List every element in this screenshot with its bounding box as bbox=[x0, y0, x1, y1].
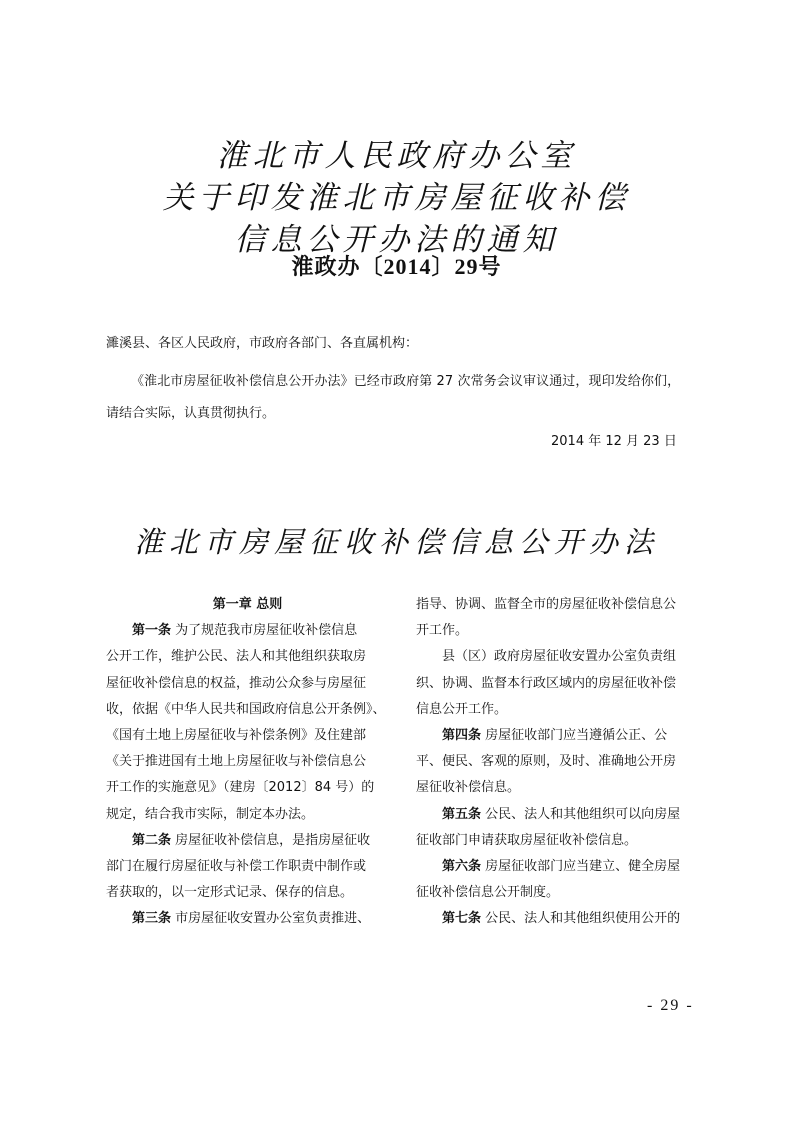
article-2-text: 房屋征收补偿信息，是指房屋征收 bbox=[175, 832, 371, 848]
article-3-label: 第三条 bbox=[132, 911, 172, 927]
page-number: - 29 - bbox=[647, 997, 694, 1014]
article-5-label: 第五条 bbox=[442, 806, 482, 822]
article-6-line: 征收补偿信息公开制度。 bbox=[416, 885, 560, 901]
notice-title-line-1: 淮北市人民政府办公室 bbox=[216, 138, 577, 174]
article-4-line: 平、便民、客观的原则，及时、准确地公开房 bbox=[416, 754, 677, 770]
article-1-label: 第一条 bbox=[132, 623, 172, 639]
article-6-text: 房屋征收部门应当建立、健全房屋 bbox=[485, 859, 681, 875]
addressee: 濉溪县、各区人民政府，市政府各部门、各直属机构： bbox=[106, 336, 419, 351]
article-1-line: 屋征收补偿信息的权益，推动公众参与房屋征 bbox=[106, 675, 367, 691]
article-3-line: 指导、协调、监督全市的房屋征收补偿信息公 bbox=[416, 597, 677, 612]
article-4-line: 屋征收补偿信息。 bbox=[416, 780, 521, 796]
article-5-line: 征收部门申请获取房屋征收补偿信息。 bbox=[416, 832, 638, 848]
article-4-text: 房屋征收部门应当遵循公正、公 bbox=[485, 728, 668, 744]
article-5-line bbox=[416, 802, 699, 828]
measures-title: 淮北市房屋征收补偿信息公开办法 bbox=[133, 525, 659, 559]
article-7-line bbox=[416, 906, 699, 932]
article-1-text: 为了规范我市房屋征收补偿信息 bbox=[175, 623, 358, 639]
article-1-line: 收，依据《中华人民共和国政府信息公开条例》、 bbox=[106, 701, 386, 717]
document-number: 淮政办〔2014〕29号 bbox=[291, 254, 502, 279]
notice-title-line-3: 信息公开办法的通知 bbox=[234, 222, 559, 258]
article-2-line bbox=[106, 828, 389, 854]
article-7-label: 第七条 bbox=[442, 911, 482, 927]
article-6-label: 第六条 bbox=[442, 859, 482, 875]
article-7-text: 公民、法人和其他组织使用公开的 bbox=[485, 911, 681, 927]
right-column bbox=[416, 592, 699, 933]
article-3-line bbox=[106, 906, 389, 932]
article-2-line: 者获取的，以一定形式记录、保存的信息。 bbox=[106, 885, 354, 901]
chapter-heading: 第一章 总则 bbox=[212, 597, 283, 612]
left-column bbox=[106, 592, 389, 933]
notice-title-line-2: 关于印发淮北市房屋征收补偿 bbox=[162, 180, 631, 216]
article-2-label: 第二条 bbox=[132, 832, 172, 848]
notice-paragraph-line-1: 《淮北市房屋征收补偿信息公开办法》已经市政府第 27 次常务会议审议通过，现印发给你们， bbox=[131, 374, 681, 389]
article-2-line: 部门在履行房屋征收与补偿工作职责中制作或 bbox=[106, 859, 367, 875]
article-3b-line: 织、协调、监督本行政区域内的房屋征收补偿 bbox=[416, 675, 677, 691]
article-3-line: 开工作。 bbox=[416, 623, 469, 639]
article-1-line: 《国有土地上房屋征收与补偿条例》及住建部 bbox=[106, 728, 367, 744]
article-1-line: 开工作的实施意见》（建房〔2012〕84 号）的 bbox=[106, 780, 375, 796]
article-6-line bbox=[416, 854, 699, 880]
notice-paragraph-line-2: 请结合实际，认真贯彻执行。 bbox=[106, 406, 276, 421]
article-1-line: 《关于推进国有土地上房屋征收与补偿信息公 bbox=[106, 754, 367, 770]
issue-date: 2014 年 12 月 23 日 bbox=[551, 434, 677, 449]
article-4-label: 第四条 bbox=[442, 728, 482, 744]
article-4-line bbox=[416, 723, 699, 749]
article-3b-line: 信息公开工作。 bbox=[416, 701, 508, 717]
article-1-line: 规定，结合我市实际，制定本办法。 bbox=[106, 806, 315, 822]
article-1-line: 公开工作，维护公民、法人和其他组织获取房 bbox=[106, 649, 367, 665]
article-5-text: 公民、法人和其他组织可以向房屋 bbox=[485, 806, 681, 822]
article-1-line bbox=[106, 618, 389, 644]
article-3-text: 市房屋征收安置办公室负责推进、 bbox=[175, 911, 371, 927]
article-3b-line: 县（区）政府房屋征收安置办公室负责组 bbox=[442, 649, 677, 665]
